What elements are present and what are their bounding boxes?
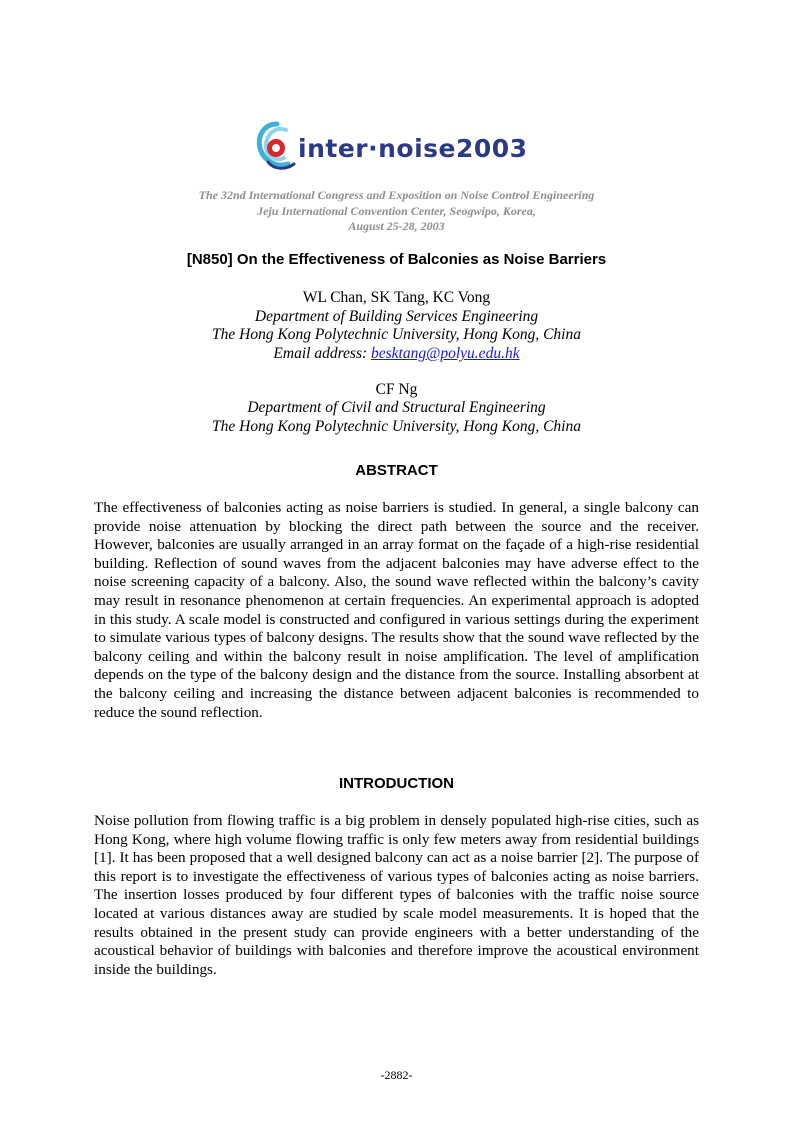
logo-wordmark: inter·noise2003	[298, 134, 528, 163]
affiliation-2-university: The Hong Kong Polytechnic University, Hong Kong, China	[212, 418, 581, 435]
paper-title: [N850] On the Effectiveness of Balconies as Noise Barriers	[186, 251, 607, 268]
affiliation-2-department: Department of Civil and Structural Engineering	[247, 399, 546, 416]
conference-dates: August 25-28, 2003	[348, 219, 445, 233]
abstract-heading: ABSTRACT	[355, 462, 438, 479]
abstract-text: The effectiveness of balconies acting as noise barriers is studied. In general, a single balcony can provide noise attenuation by blocking the direct path between the source and the receiver. However, balconies are usually arranged in an array format on the façade of a high-rise residential building. Reflection of sound waves from the adjacent balconies may have adverse effect to the noise screening capacity of a balcony. Also, the sound wave reflected within the balcony’s cavity may result in resonance phenomenon at certain frequencies. An experimental approach is adopted in this study. A scale model is constructed and configured in various settings during the experiment to simulate various types of balcony designs. The results show that the sound wave reflected by the balcony ceiling and within the balcony result in noise amplification. The level of amplification depends on the type of the balcony design and the distance from the source. Installing absorbent at the balcony ceiling and increasing the distance between adjacent balconies is recommended to reduce the sound reflection.	[94, 499, 699, 721]
conference-logo	[254, 120, 544, 176]
email-link[interactable]: besktang@polyu.edu.hk	[371, 345, 520, 362]
affiliation-1-university: The Hong Kong Polytechnic University, Hong Kong, China	[212, 326, 581, 343]
conference-venue: Jeju International Convention Center, Seogwipo, Korea,	[257, 204, 536, 218]
swirl-logo-icon	[254, 120, 300, 176]
introduction-text: Noise pollution from flowing traffic is a big problem in densely populated high-rise cities, such as Hong Kong, where high volume flowing traffic is only few meters away from residential buildings [1]. It has been proposed that a well designed balcony can act as a noise barrier [2]. The purpose of this report is to investigate the effectiveness of various types of balconies acting as noise barriers. The insertion losses produced by four different types of balconies with the traffic noise source located at various distances away are studied by scale model measurements. It is hoped that the results obtained in the present study can provide engineers with a better understanding of the acoustical behavior of buildings with balconies and therefore improve the acoustical environment inside the buildings.	[94, 812, 699, 978]
page-number: -2882-	[380, 1068, 413, 1082]
author-names-2: CF Ng	[375, 381, 418, 398]
introduction-heading: INTRODUCTION	[339, 775, 454, 792]
email-label: Email address:	[273, 345, 372, 362]
email-line	[0, 344, 793, 363]
conference-name: The 32nd International Congress and Exposition on Noise Control Engineering	[198, 188, 595, 202]
affiliation-1-department: Department of Building Services Engineering	[254, 308, 539, 325]
author-names-1: WL Chan, SK Tang, KC Vong	[302, 289, 491, 306]
